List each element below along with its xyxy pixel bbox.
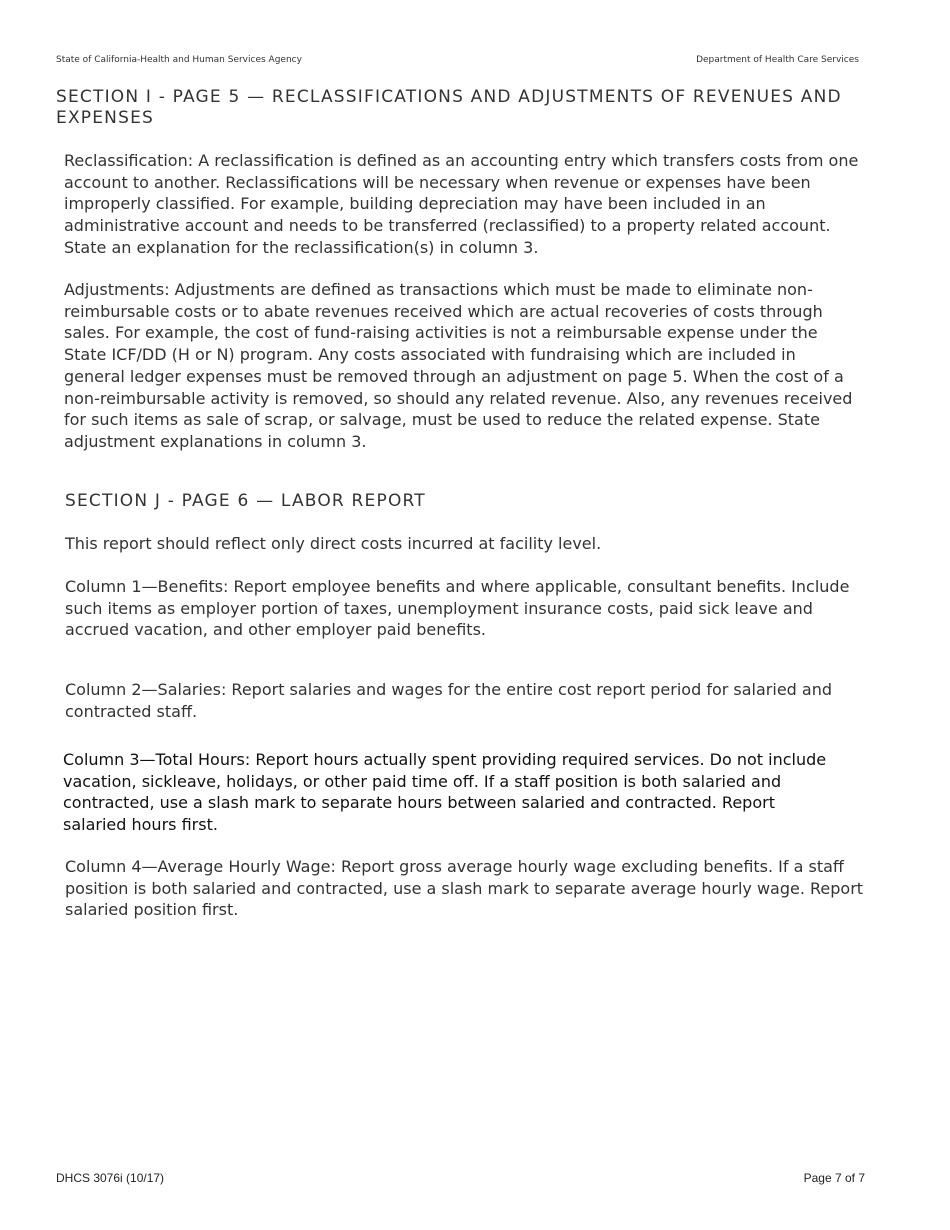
section-i-title: SECTION I - PAGE 5 — RECLASSIFICATIONS AND ADJUSTMENTS OF REVENUES AND EXPENSES xyxy=(56,87,842,128)
header-agency: State of California-Health and Human Services Agency xyxy=(56,55,302,65)
header-department: Department of Health Care Services xyxy=(696,55,859,65)
column-4-average-hourly-wage: Column 4—Average Hourly Wage: Report gross average hourly wage excluding benefits. If a staff position is both salaried and contracted, use a slash mark to separate average hourly wage. Report salaried position first. xyxy=(65,857,864,920)
reclassification-paragraph: Reclassification: A reclassification is defined as an accounting entry which transfers costs from one account to another. Reclassifications will be necessary when revenue or expenses have been improperly classified. For example, building depreciation may have been included in an administrative account and needs to be transferred (reclassified) to a property related account. State an explanation for the reclassification(s) in column 3. xyxy=(64,151,859,257)
adjustments-paragraph: Adjustments: Adjustments are defined as transactions which must be made to eliminate non-reimbursable costs or to abate revenues received which are actual recoveries of costs through sales. For example, the cost of fund-raising activities is not a reimbursable expense under the State ICF/DD (H or N) program. Any costs associated with fundraising which are included in general ledger expenses must be removed through an adjustment on page 5. When the cost of a non-reimbursable activity is removed, so should any related revenue. Also, any revenues received for such items as sale of scrap, or salvage, must be used to reduce the related expense. State adjustment explanations in column 3. xyxy=(64,280,853,451)
footer-form-id: DHCS 3076i (10/17) xyxy=(56,1171,165,1185)
column-1-benefits: Column 1—Benefits: Report employee benefits and where applicable, consultant benefits. Include such items as employer portion of taxes, unemployment insurance costs, paid sick leave and accrued vacation, and other employer paid benefits. xyxy=(65,577,850,640)
section-j-title: SECTION J - PAGE 6 — LABOR REPORT xyxy=(65,491,426,511)
footer-page-number: Page 7 of 7 xyxy=(803,1171,865,1185)
labor-report-intro: This report should reflect only direct costs incurred at facility level. xyxy=(65,534,602,553)
column-3-total-hours: Column 3—Total Hours: Report hours actually spent providing required services. Do not include vacation, sickleave, holidays, or other paid time off. If a staff position is both salaried and contracted, use a slash mark to separate hours between salaried and contracted. Report salaried hours first. xyxy=(63,750,827,835)
column-2-salaries: Column 2—Salaries: Report salaries and wages for the entire cost report period for salaried and contracted staff. xyxy=(65,680,832,721)
